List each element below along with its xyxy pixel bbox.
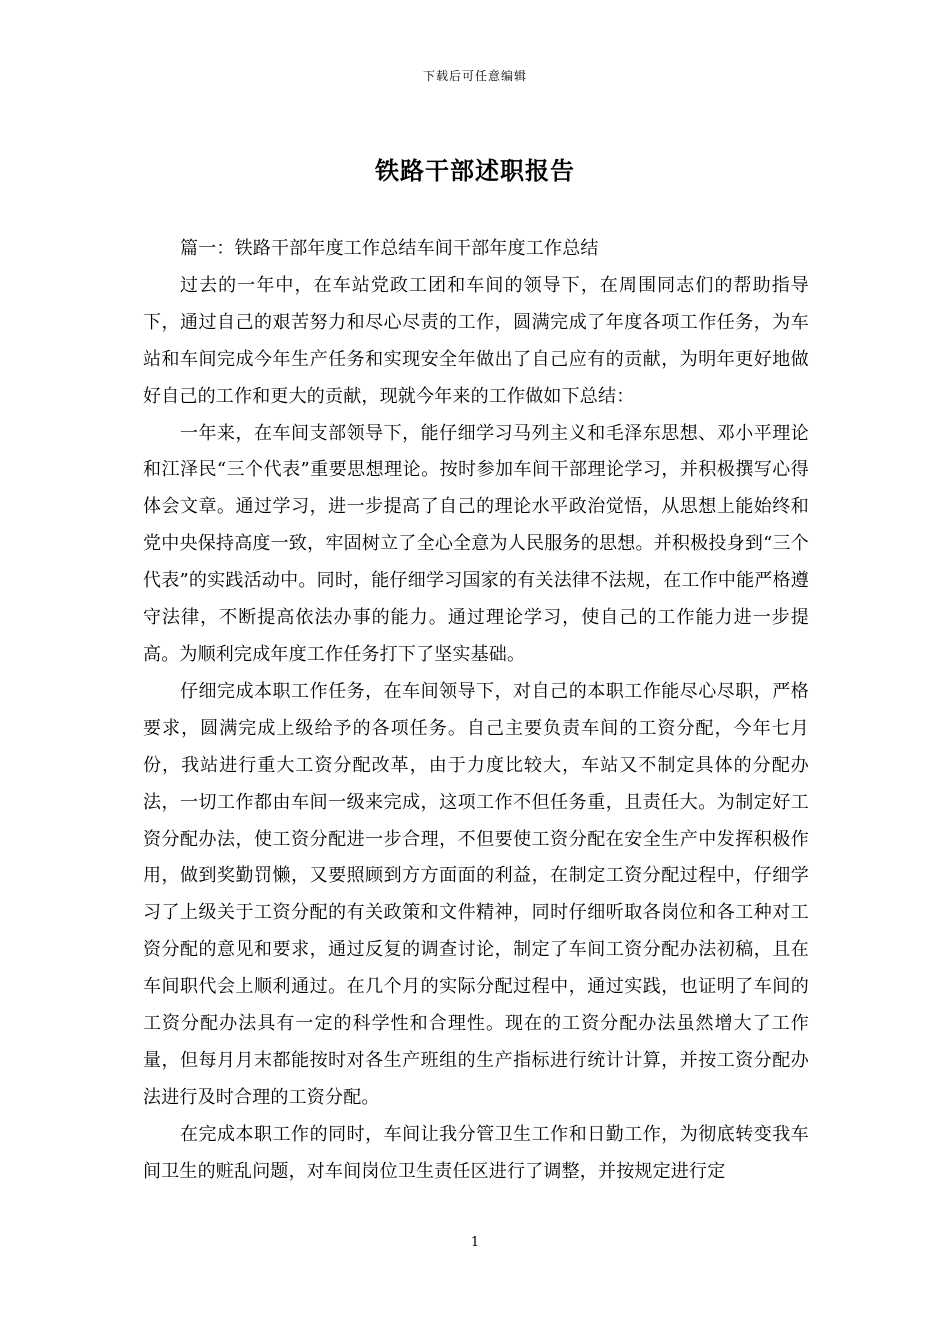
page-number: 1	[470, 1235, 480, 1250]
paragraph: 过去的一年中，在车站党政工团和车间的领导下，在周围同志们的帮助指导下，通过自己的艰苦努力和尽心尽责的工作，圆满完成了年度各项工作任务，为车站和车间完成今年生产任务和实现安全年做出了自己应有的贡献，为明年更好地做好自己的工作和更大的贡献，现就今年来的工作做如下总结：	[143, 274, 809, 407]
header-note: 下载后可任意编辑	[422, 69, 527, 83]
paragraph: 在完成本职工作的同时，车间让我分管卫生工作和日勤工作，为彻底转变我车间卫生的赃乱问题，对车间岗位卫生责任区进行了调整，并按规定进行定	[143, 1123, 809, 1182]
paragraph: 篇一：铁路干部年度工作总结车间干部年度工作总结	[180, 238, 599, 259]
document-title: 铁路干部述职报告	[375, 156, 575, 185]
paragraph: 仔细完成本职工作任务，在车间领导下，对自己的本职工作能尽心尽职，严格要求，圆满完成上级给予的各项任务。自己主要负责车间的工资分配，今年七月份，我站进行重大工资分配改革，由于力度比较大，车站又不制定具体的分配办法，一切工作都由车间一级来完成，这项工作不但任务重，且责任大。为制定好工资分配办法，使工资分配进一步合理，不但要使工资分配在安全生产中发挥积极作用，做到奖勤罚懒，又要照顾到方方面面的利益，在制定工资分配过程中，仔细学习了上级关于工资分配的有关政策和文件精神，同时仔细听取各岗位和各工种对工资分配的意见和要求，通过反复的调查讨论，制定了车间工资分配办法初稿，且在车间职代会上顺利通过。在几个月的实际分配过程中，通过实践，也证明了车间的工资分配办法具有一定的科学性和合理性。现在的工资分配办法虽然增大了工作量，但每月月末都能按时对各生产班组的生产指标进行统计计算，并按工资分配办法进行及时合理的工资分配。	[143, 680, 809, 1108]
document-body	[143, 231, 809, 1191]
paragraph: 一年来，在车间支部领导下，能仔细学习马列主义和毛泽东思想、邓小平理论和江泽民“三个代表”重要思想理论。按时参加车间干部理论学习，并积极撰写心得体会文章。通过学习，进一步提高了自己的理论水平政治觉悟，从思想上能始终和党中央保持高度一致，牢固树立了全心全意为人民服务的思想。并积极投身到“三个代表”的实践活动中。同时，能仔细学习国家的有关法律不法规，在工作中能严格遵守法律，不断提高依法办事的能力。通过理论学习，使自己的工作能力进一步提高。为顺利完成年度工作任务打下了坚实基础。	[143, 422, 809, 665]
